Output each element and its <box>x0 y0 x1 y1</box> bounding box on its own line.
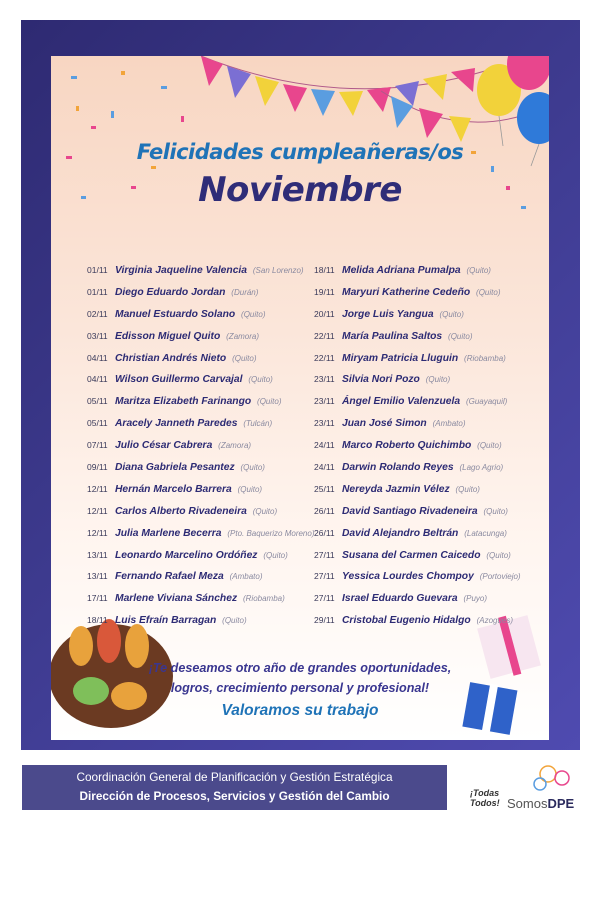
birthday-name: Marlene Viviana Sánchez <box>115 593 238 605</box>
birthday-name: Susana del Carmen Caicedo <box>342 549 481 561</box>
birthday-row <box>314 348 521 370</box>
birthday-name: Nereyda Jazmin Vélez <box>342 483 450 495</box>
birthday-name: Fernando Rafael Meza <box>115 571 224 583</box>
birthday-row <box>314 457 521 479</box>
birthday-date: 20/11 <box>314 308 335 319</box>
birthday-row <box>314 588 521 610</box>
birthday-date: 26/11 <box>314 527 335 538</box>
birthday-row <box>87 479 315 501</box>
birthday-city: (Zamora) <box>226 331 260 341</box>
birthday-date: 22/11 <box>314 352 335 363</box>
birthday-row <box>87 282 315 304</box>
birthday-row <box>87 523 315 545</box>
birthday-name: Cristobal Eugenio Hidalgo <box>342 615 471 627</box>
birthday-name: Miryam Patricia Lluguin <box>342 352 459 364</box>
birthday-city: (Quito) <box>439 309 464 319</box>
birthday-date: 04/11 <box>87 374 108 385</box>
birthday-row <box>314 501 521 523</box>
birthday-row <box>87 391 315 413</box>
headline-month: Noviembre <box>198 170 402 210</box>
logo-brand-2: DPE <box>547 796 575 811</box>
birthday-row <box>314 566 521 588</box>
birthday-date: 24/11 <box>314 462 335 473</box>
birthday-row <box>87 304 315 326</box>
birthday-city: (Tulcán) <box>243 419 273 429</box>
birthday-name: Diana Gabriela Pesantez <box>115 462 235 474</box>
birthday-city: (Azogues) <box>476 616 514 626</box>
wish-line-2: logros, crecimiento personal y profesional! <box>170 681 430 695</box>
birthday-date: 12/11 <box>87 505 108 516</box>
birthday-row <box>314 369 521 391</box>
birthday-city: (Puyo) <box>463 594 488 604</box>
birthday-date: 09/11 <box>87 462 108 473</box>
somos-dpe-logo <box>470 762 585 812</box>
birthday-city: (Ambato) <box>432 419 466 429</box>
birthday-row <box>87 260 315 282</box>
birthday-city: (San Lorenzo) <box>252 266 304 275</box>
birthday-name: Edisson Miguel Quito <box>115 330 221 342</box>
birthday-city: (Lago Agrio) <box>459 463 504 473</box>
birthday-name: Wilson Guillermo Carvajal <box>115 374 243 386</box>
birthday-name: Maritza Elizabeth Farinango <box>115 396 252 408</box>
birthday-date: 05/11 <box>87 396 108 407</box>
birthday-row <box>314 523 521 545</box>
birthday-row <box>87 610 315 632</box>
birthday-city: (Quito) <box>252 506 278 516</box>
birthday-name: Darwin Rolando Reyes <box>342 462 454 474</box>
closing-message: Valoramos su trabajo <box>221 702 379 719</box>
birthday-date: 17/11 <box>87 593 108 604</box>
birthday-city: (Quito) <box>477 441 502 451</box>
birthday-city: (Quito) <box>240 463 265 473</box>
birthday-row <box>87 326 315 348</box>
birthday-row <box>87 435 315 457</box>
birthday-city: (Quito) <box>237 484 263 494</box>
birthday-date: 24/11 <box>314 440 335 451</box>
birthday-city: (Quito) <box>263 550 288 560</box>
birthday-date: 01/11 <box>87 265 108 275</box>
birthday-row <box>87 501 315 523</box>
birthday-city: (Durán) <box>231 287 259 297</box>
logo-tagline-2: Todos! <box>470 798 500 808</box>
birthday-city: (Quito) <box>466 266 491 275</box>
logo-brand-1: Somos <box>507 796 548 811</box>
birthday-row <box>314 545 521 567</box>
birthday-row <box>87 588 315 610</box>
birthday-name: Jorge Luis Yangua <box>342 308 434 320</box>
birthday-date: 05/11 <box>87 418 108 429</box>
birthday-name: Marco Roberto Quichimbo <box>342 440 472 452</box>
birthday-city: (Quito) <box>257 397 282 407</box>
birthday-date: 27/11 <box>314 593 335 604</box>
footer-department: Coordinación General de Planificación y Gestión Estratégica <box>76 770 393 784</box>
birthday-name: Manuel Estuardo Solano <box>115 308 236 320</box>
birthday-name: Melida Adriana Pumalpa <box>342 265 461 276</box>
birthday-date: 02/11 <box>87 308 108 319</box>
birthday-city: (Quito) <box>483 506 508 516</box>
headline-greeting: Felicidades cumpleañeras/os <box>136 140 464 164</box>
birthday-name: Julio César Cabrera <box>115 440 213 452</box>
birthday-name: María Paulina Saltos <box>342 330 443 342</box>
birthday-name: Hernán Marcelo Barrera <box>115 483 232 495</box>
birthday-name: Maryuri Katherine Cedeño <box>342 286 471 298</box>
birthday-name: Luis Efraín Barragan <box>115 615 217 627</box>
birthday-date: 26/11 <box>314 505 335 516</box>
birthday-date: 01/11 <box>87 286 108 297</box>
birthday-row <box>314 435 521 457</box>
birthday-date: 07/11 <box>87 440 108 451</box>
logo-brand <box>507 796 574 811</box>
birthday-date: 04/11 <box>87 352 108 363</box>
birthday-name: Yessica Lourdes Chompoy <box>342 571 474 583</box>
birthday-row <box>314 391 521 413</box>
birthday-row <box>87 369 315 391</box>
birthday-date: 22/11 <box>314 330 335 341</box>
birthday-row <box>314 260 521 282</box>
wish-message <box>51 658 549 698</box>
birthday-name: Virginia Jaqueline Valencia <box>115 265 248 276</box>
birthday-name: Christian Andrés Nieto <box>115 352 227 364</box>
birthday-date: 18/11 <box>314 265 335 275</box>
birthday-row <box>87 457 315 479</box>
birthday-date: 13/11 <box>87 571 108 582</box>
birthday-city: (Quito) <box>248 375 273 385</box>
birthday-date: 12/11 <box>87 483 108 494</box>
birthday-date: 27/11 <box>314 549 335 560</box>
birthday-city: (Quito) <box>425 375 451 385</box>
birthday-name: David Alejandro Beltrán <box>342 527 459 539</box>
birthday-date: 03/11 <box>87 330 108 341</box>
birthday-row <box>314 304 521 326</box>
footer-banner <box>22 765 447 810</box>
birthday-name: Carlos Alberto Rivadeneira <box>115 505 247 517</box>
birthday-row <box>314 413 521 435</box>
birthday-row <box>87 348 315 370</box>
birthday-name: Leonardo Marcelino Ordóñez <box>115 549 258 561</box>
birthday-city: (Ambato) <box>229 572 263 582</box>
birthday-date: 13/11 <box>87 549 108 560</box>
poster-frame <box>21 20 580 750</box>
birthday-row <box>87 413 315 435</box>
wish-line-1: ¡Te deseamos otro año de grandes oportunidades, <box>148 661 452 675</box>
birthday-city: (Latacunga) <box>464 528 507 538</box>
birthday-date: 19/11 <box>314 286 335 297</box>
birthday-date: 23/11 <box>314 374 335 385</box>
birthday-city: (Quito) <box>476 287 501 297</box>
birthday-name: Aracely Janneth Paredes <box>115 418 238 430</box>
birthday-city: (Quito) <box>241 309 266 319</box>
birthday-name: Israel Eduardo Guevara <box>342 593 458 605</box>
footer-division: Dirección de Procesos, Servicios y Gestión del Cambio <box>79 789 390 803</box>
poster-panel <box>51 56 549 740</box>
birthday-city: (Quito) <box>232 353 257 363</box>
birthday-date: 27/11 <box>314 571 335 582</box>
birthday-row <box>87 566 315 588</box>
birthday-name: Ángel Emilio Valenzuela <box>342 396 461 408</box>
logo-tagline <box>470 788 500 808</box>
logo-tagline-1: ¡Todas <box>470 788 500 798</box>
birthday-name: Silvia Nori Pozo <box>342 374 420 386</box>
birthday-date: 18/11 <box>87 615 108 626</box>
birthday-date: 12/11 <box>87 527 108 538</box>
birthday-city: (Quito) <box>486 550 511 560</box>
birthday-date: 29/11 <box>314 615 335 626</box>
birthday-city: (Quito) <box>448 331 473 341</box>
birthday-name: Julia Marlene Becerra <box>115 527 222 539</box>
birthday-row <box>314 610 521 632</box>
birthday-city: (Riobamba) <box>242 594 285 604</box>
birthday-list-left <box>87 260 315 632</box>
birthday-name: Diego Eduardo Jordan <box>115 286 226 298</box>
birthday-city: (Zamora) <box>218 441 252 451</box>
birthday-city: (Riobamba) <box>464 353 506 363</box>
birthday-city: (Quito) <box>222 616 247 626</box>
birthday-date: 25/11 <box>314 483 335 494</box>
birthday-row <box>314 326 521 348</box>
birthday-city: (Quito) <box>455 484 480 494</box>
birthday-row <box>87 545 315 567</box>
birthday-row <box>314 282 521 304</box>
birthday-date: 23/11 <box>314 396 335 407</box>
birthday-city: (Pto. Baquerizo Moreno) <box>227 528 315 538</box>
birthday-city: (Portoviejo) <box>479 572 521 582</box>
birthday-city: (Guayaquil) <box>465 397 508 407</box>
birthday-row <box>314 479 521 501</box>
birthday-list-right <box>314 260 521 632</box>
birthday-date: 23/11 <box>314 418 335 429</box>
birthday-name: David Santiago Rivadeneira <box>342 505 478 517</box>
birthday-name: Juan José Simon <box>342 418 427 430</box>
